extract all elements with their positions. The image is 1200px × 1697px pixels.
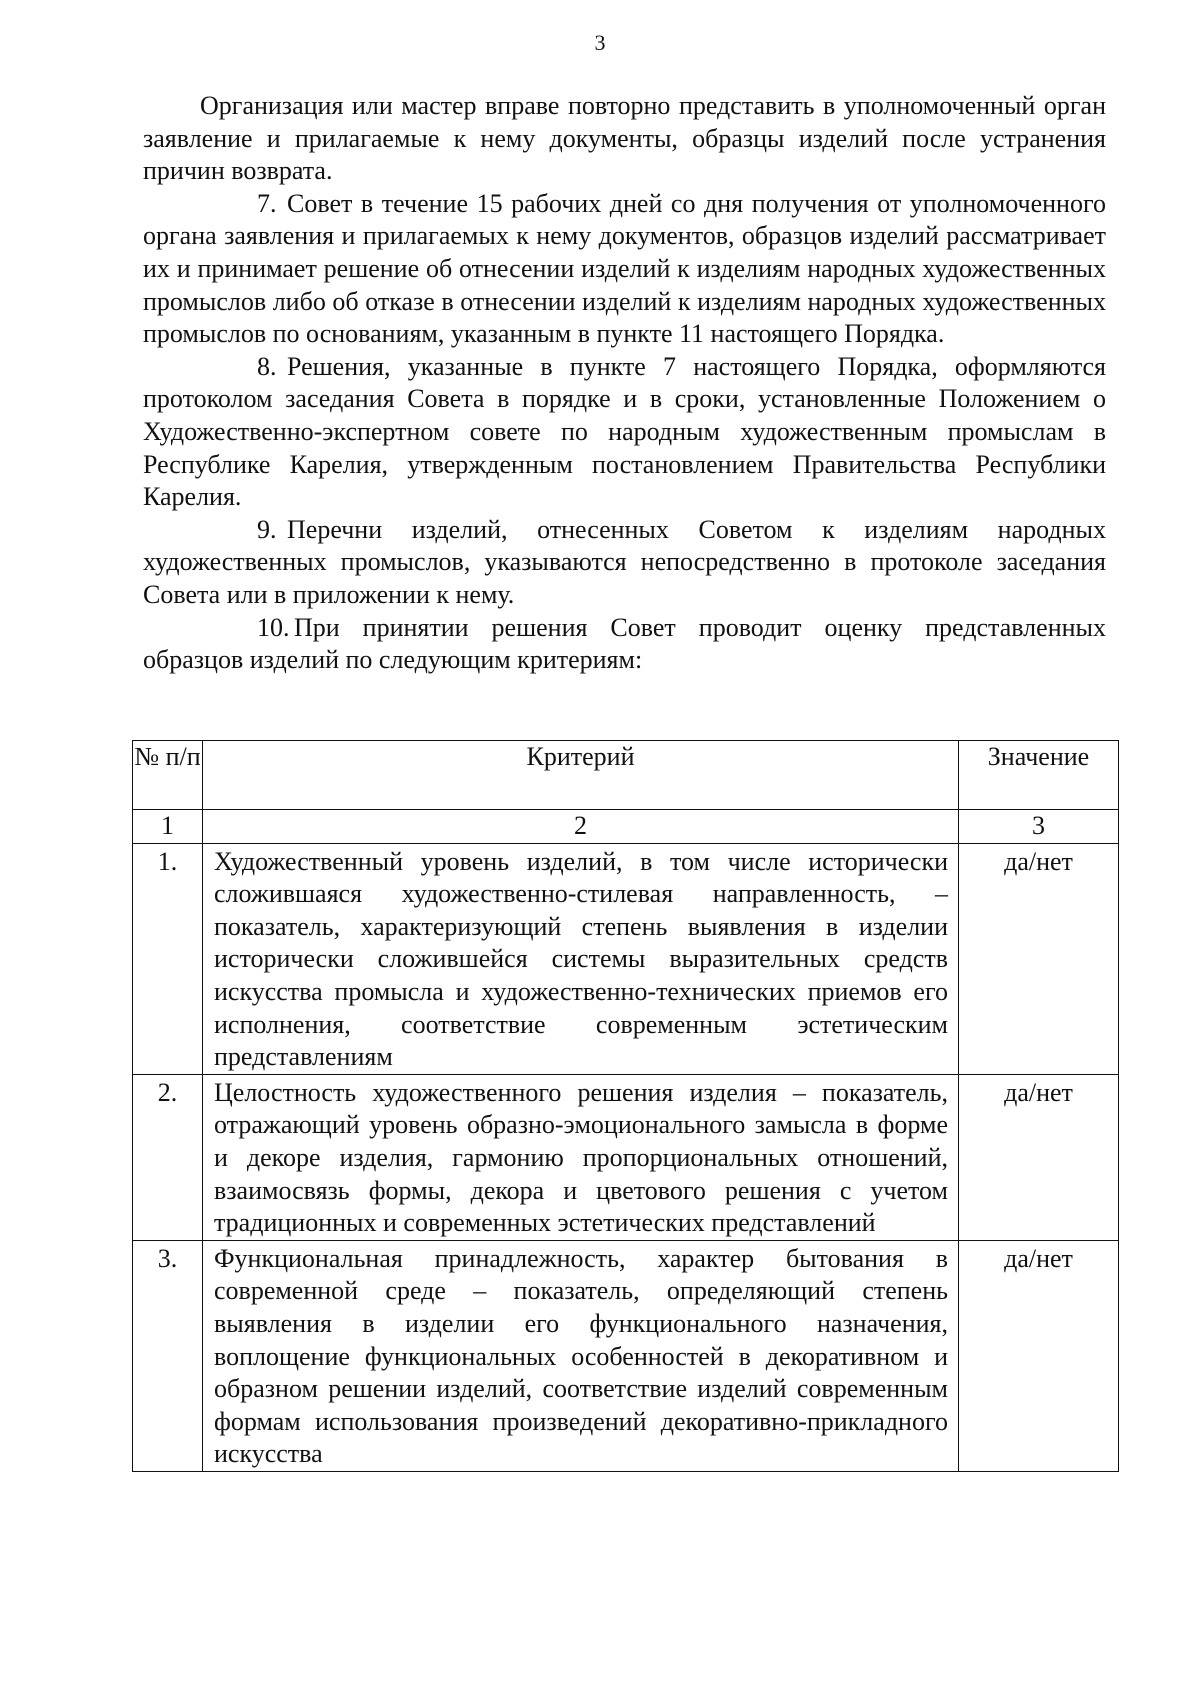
paragraph-return: Организация или мастер вправе повторно представить в уполномоченный орган заявление и прилагаемые к нему документы, образцы изделий после устранения причин возврата. <box>143 91 1106 186</box>
header-num: № п/п <box>133 741 203 810</box>
header-value: Значение <box>959 741 1119 810</box>
table-row <box>133 1240 1119 1471</box>
table-row <box>133 1074 1119 1240</box>
table-index-row <box>133 810 1119 844</box>
row-number: 3. <box>133 1240 203 1471</box>
body-text <box>143 90 1106 677</box>
criteria-table <box>132 740 1119 1472</box>
header-criterion: Критерий <box>203 741 959 810</box>
row-value: да/нет <box>959 1074 1119 1240</box>
index-cell: 3 <box>959 810 1119 844</box>
table-header-row <box>133 741 1119 810</box>
row-number: 1. <box>133 843 203 1074</box>
paragraph-number: 7. <box>257 188 277 218</box>
index-cell: 2 <box>203 810 959 844</box>
paragraph-10 <box>143 612 1106 677</box>
paragraph-text: При принятии решения Совет проводит оценку представленных образцов изделий по следующим критериям: <box>143 612 1106 675</box>
paragraph-number: 8. <box>257 351 277 381</box>
paragraph-text: Перечни изделий, отнесенных Советом к изделиям народных художественных промыслов, указываются непосредственно в протоколе заседания Совета или в приложении к нему. <box>143 514 1106 609</box>
index-cell: 1 <box>133 810 203 844</box>
paragraph-text: Совет в течение 15 рабочих дней со дня получения от уполномоченного органа заявления и прилагаемых к нему документов, образцов изделий рассматривает их и принимает решение об отнесении изделий к изделиям народных художественных промыслов либо об отказе в отнесении изделий к изделиям народных художественных промыслов по основаниям, указанным в пункте 11 настоящего Порядка. <box>143 188 1106 349</box>
row-criterion: Художественный уровень изделий, в том числе исторически сложившаяся художественно-стилевая направленность, – показатель, характеризующий степень выявления в изделии исторически сложившейся системы выразительных средств искусства промысла и художественно-технических приемов его исполнения, соответствие современным эстетическим представлениям <box>203 843 959 1074</box>
paragraph-text: Решения, указанные в пункте 7 настоящего Порядка, оформляются протоколом заседания Совета в порядке и в сроки, установленные Положением о Художественно-экспертном совете по народным художественным промыслам в Республике Карелия, утвержденным постановлением Правительства Республики Карелия. <box>143 351 1106 512</box>
paragraph-number: 9. <box>257 514 277 544</box>
paragraph-number: 10. <box>257 612 290 642</box>
paragraph-9 <box>143 514 1106 612</box>
paragraph-7 <box>143 188 1106 351</box>
paragraph-8 <box>143 351 1106 514</box>
row-criterion: Функциональная принадлежность, характер бытования в современной среде – показатель, определяющий степень выявления в изделии его функционального назначения, воплощение функциональных особенностей в декоративном и образном решении изделий, соответствие изделий современным формам использования произведений декоративно-прикладного искусства <box>203 1240 959 1471</box>
page-number: 3 <box>594 30 606 55</box>
row-value: да/нет <box>959 843 1119 1074</box>
row-number: 2. <box>133 1074 203 1240</box>
table-row <box>133 843 1119 1074</box>
row-criterion: Целостность художественного решения изделия – показатель, отражающий уровень образно-эмоционального замысла в форме и декоре изделия, гармонию пропорциональных отношений, взаимосвязь формы, декора и цветового решения с учетом традиционных и современных эстетических представлений <box>203 1074 959 1240</box>
row-value: да/нет <box>959 1240 1119 1471</box>
